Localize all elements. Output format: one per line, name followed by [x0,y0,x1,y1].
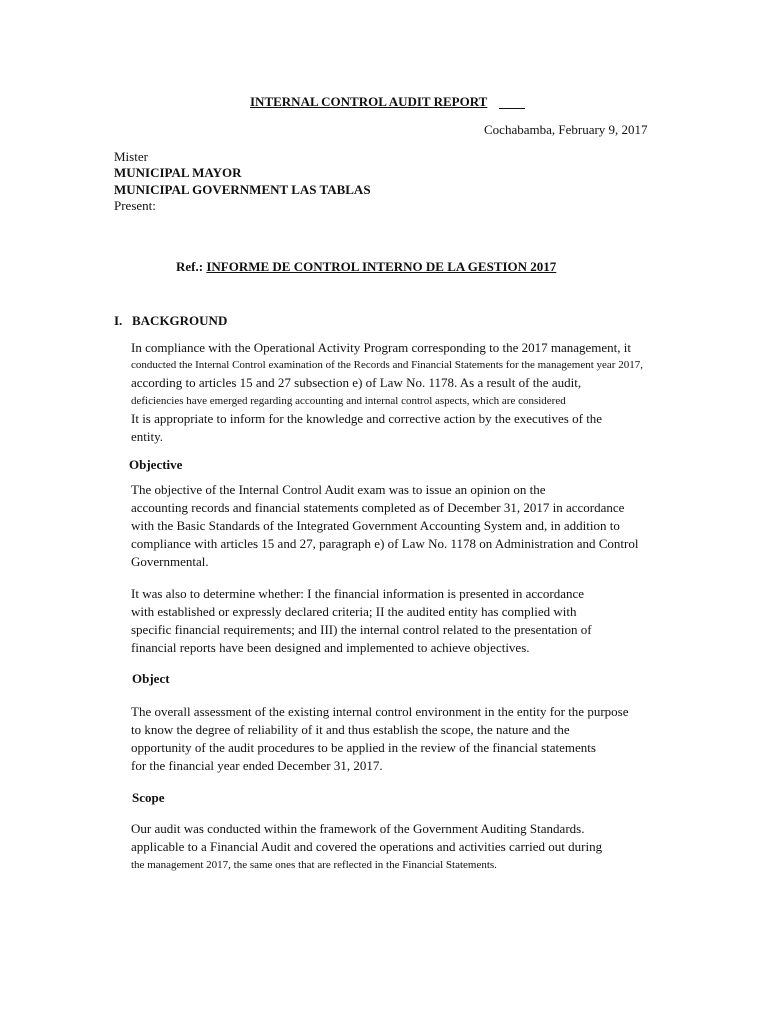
addressee-position: MUNICIPAL MAYOR [114,165,242,180]
reference-text: INFORME DE CONTROL INTERNO DE LA GESTION 2017 [206,259,557,274]
background-number: I. [114,313,123,328]
scope-heading: Scope [132,790,165,805]
objective-line: compliance with articles 15 and 27, paragraph e) of Law No. 1178 on Administration and Control [131,536,639,551]
reference-label: Ref.: [176,259,204,274]
objective-line: specific financial requirements; and III) the internal control related to the presentation of [131,622,592,637]
object-heading: Object [132,671,170,686]
objective-line: financial reports have been designed and implemented to achieve objectives. [131,640,530,655]
object-line: The overall assessment of the existing internal control environment in the entity for the purpose [131,704,629,719]
objective-heading: Objective [129,457,183,472]
object-line: for the financial year ended December 31, 2017. [131,758,383,773]
objective-line: Governmental. [131,554,209,569]
background-line: It is appropriate to inform for the knowledge and corrective action by the executives of the [131,411,603,426]
objective-line: accounting records and financial statements completed as of December 31, 2017 in accordance [131,500,625,515]
background-line: according to articles 15 and 27 subsection e) of Law No. 1178. As a result of the audit, [131,375,582,390]
addressee-closing: Present: [114,198,156,213]
objective-line: with established or expressly declared criteria; II the audited entity has complied with [131,604,577,619]
scope-line: Our audit was conducted within the framework of the Government Auditing Standards. [131,821,585,836]
background-heading: BACKGROUND [132,313,228,328]
objective-line: It was also to determine whether: I the financial information is presented in accordance [131,586,585,601]
place-date: Cochabamba, February 9, 2017 [484,122,648,137]
background-line: entity. [131,429,164,444]
addressee-organization: MUNICIPAL GOVERNMENT LAS TABLAS [114,182,371,197]
object-line: to know the degree of reliability of it and thus establish the scope, the nature and the [131,722,570,737]
background-line: deficiencies have emerged regarding accounting and internal control aspects, which are considered [131,395,566,407]
reference-line [176,258,556,276]
scope-line: the management 2017, the same ones that are reflected in the Financial Statements. [131,859,497,871]
report-title: INTERNAL CONTROL AUDIT REPORT [250,94,488,109]
background-line: In compliance with the Operational Activity Program corresponding to the 2017 management, it [131,340,632,355]
addressee-salutation: Mister [114,149,148,164]
background-line: conducted the Internal Control examination of the Records and Financial Statements for the management year 2017, [131,359,643,371]
objective-line: The objective of the Internal Control Audit exam was to issue an opinion on the [131,482,546,497]
objective-line: with the Basic Standards of the Integrated Government Accounting System and, in addition to [131,518,620,533]
object-line: opportunity of the audit procedures to be applied in the review of the financial statements [131,740,596,755]
scope-line: applicable to a Financial Audit and covered the operations and activities carried out during [131,839,603,854]
title-underline-trail [499,108,525,109]
